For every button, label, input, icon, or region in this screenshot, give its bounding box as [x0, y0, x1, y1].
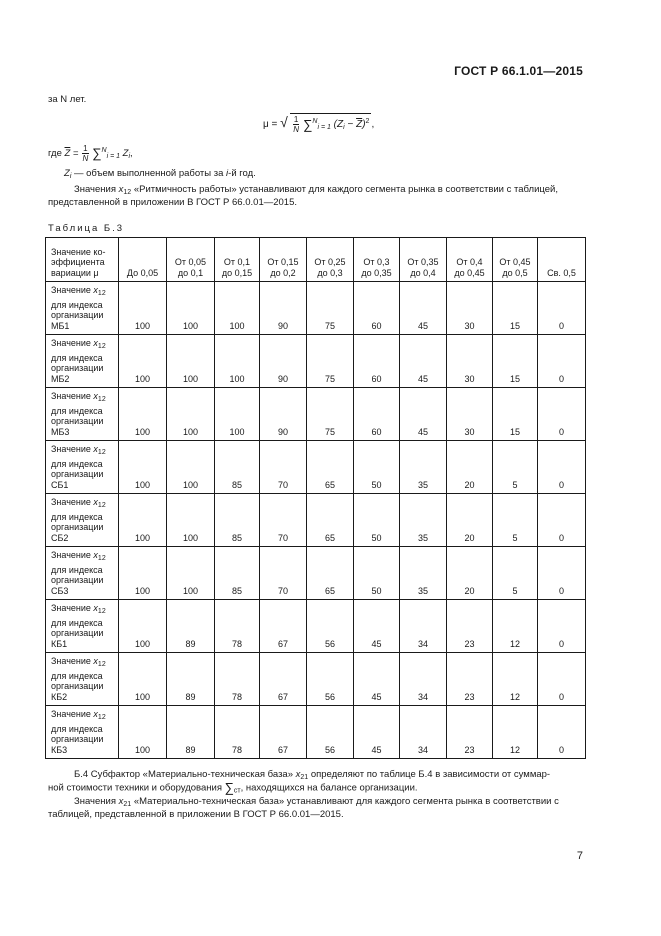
- formula-z-var: Z: [122, 148, 129, 160]
- header-col: От 0,05 до 0,1: [167, 238, 215, 282]
- row-label: Значение $x_{12}$ для индекса организации СБ3: [46, 547, 119, 600]
- table-cell: 100: [119, 494, 167, 547]
- row-label: Значение $x_{12}$ для индекса организации МБ2: [46, 335, 119, 388]
- table-cell: 100: [215, 388, 260, 441]
- para-b4b-line2: таблицей, представленной в приложении В ГОСТ Р 66.0.01—2015.: [48, 809, 344, 820]
- para-b4-l2-post: , находящихся на балансе организации.: [240, 782, 418, 794]
- formula-z: где $\overline{Z}$ = $\frac{1}{N}$ ∑$^N_{i = 1}$ $Z_i$,: [48, 144, 133, 163]
- table-row: [46, 600, 586, 653]
- table-cell: 78: [215, 653, 260, 706]
- table-cell: 100: [167, 335, 215, 388]
- table-row: [46, 388, 586, 441]
- table-cell: 30: [447, 388, 493, 441]
- header-coef: [46, 238, 119, 282]
- row-org: СБ2: [51, 532, 69, 543]
- row-label: Значение $x_{12}$ для индекса организации КБ2: [46, 653, 119, 706]
- table-cell: 5: [493, 494, 538, 547]
- formula-z-var-sub: i: [128, 153, 131, 161]
- table-cell: 0: [538, 600, 586, 653]
- para-b3-post: «Ритмичность работы» устанавливают для каждого сегмента рынка в соответствии с таблицей,: [131, 184, 558, 195]
- table-cell: 100: [119, 653, 167, 706]
- para-b4-sigma-sub: ст: [233, 787, 241, 795]
- table-cell: 75: [307, 282, 354, 335]
- table-cell: 5: [493, 547, 538, 600]
- para-b4-x: x: [295, 769, 301, 780]
- table-cell: 35: [400, 547, 447, 600]
- zi-var-sub: i: [69, 173, 72, 180]
- formula-mu-power: 2: [365, 118, 370, 126]
- para-b4-pre: Б.4 Субфактор «Материально-техническая база»: [74, 769, 296, 780]
- table-cell: 85: [215, 441, 260, 494]
- table-cell: 60: [354, 282, 400, 335]
- para-b4-x-sub: 21: [300, 774, 309, 781]
- table-cell: 15: [493, 388, 538, 441]
- table-cell: 100: [119, 282, 167, 335]
- row-org: МБ1: [51, 320, 70, 331]
- para-b4-post: определяют по таблице Б.4 в зависимости от суммар-: [308, 769, 551, 780]
- formula-mu-body-end: ): [362, 119, 366, 131]
- zi-dash: — объем выполненной работы за: [71, 168, 227, 179]
- table-cell: 67: [260, 706, 307, 759]
- table-cell: 35: [400, 441, 447, 494]
- table-header-row: [46, 238, 586, 282]
- table-cell: 60: [354, 388, 400, 441]
- table-cell: 78: [215, 706, 260, 759]
- header-col: От 0,3 до 0,35: [354, 238, 400, 282]
- row-org: СБ1: [51, 479, 69, 490]
- table-cell: 100: [167, 282, 215, 335]
- table-cell: 0: [538, 388, 586, 441]
- zi-rest: -й год.: [228, 168, 256, 179]
- table-cell: 0: [538, 494, 586, 547]
- table-caption: Таблица Б.3: [48, 223, 125, 234]
- formula-mu-body-sub: i: [343, 124, 345, 132]
- table-b3: [45, 237, 586, 759]
- table-cell: 12: [493, 600, 538, 653]
- intro-line: за N лет.: [48, 94, 87, 105]
- table-cell: 85: [215, 494, 260, 547]
- table-cell: 30: [447, 282, 493, 335]
- table-row: [46, 653, 586, 706]
- formula-z-sum-top: N: [101, 147, 107, 155]
- formula-mu-lhs: μ =: [263, 119, 278, 131]
- header-col: Св. 0,5: [538, 238, 586, 282]
- formula-z-num: 1: [83, 144, 88, 153]
- table-cell: 100: [215, 335, 260, 388]
- formula-z-bar: $\overline{Z}$: [64, 148, 71, 160]
- table-cell: 20: [447, 441, 493, 494]
- para-b3-pre: Значения: [74, 184, 119, 195]
- row-label: Значение $x_{12}$ для индекса организации СБ1: [46, 441, 119, 494]
- header-col: От 0,4 до 0,45: [447, 238, 493, 282]
- header-col: От 0,25 до 0,3: [307, 238, 354, 282]
- table-body: [46, 282, 586, 759]
- table-cell: 75: [307, 335, 354, 388]
- table-row: [46, 335, 586, 388]
- table-cell: 60: [354, 335, 400, 388]
- document-code: ГОСТ Р 66.1.01—2015: [454, 64, 583, 78]
- zi-var: Z: [64, 168, 70, 179]
- row-label: Значение $x_{12}$ для индекса организации МБ1: [46, 282, 119, 335]
- header-col: От 0,1 до 0,15: [215, 238, 260, 282]
- table-cell: 0: [538, 335, 586, 388]
- table-row: [46, 282, 586, 335]
- page-number: 7: [576, 850, 583, 862]
- table-cell: 100: [119, 600, 167, 653]
- para-b4b-post: «Материально-техническая база» устанавливают для каждого сегмента рынка в соответствии с: [131, 796, 559, 807]
- table-cell: 100: [119, 335, 167, 388]
- table-cell: 15: [493, 282, 538, 335]
- row-label: Значение $x_{12}$ для индекса организации СБ2: [46, 494, 119, 547]
- table-cell: 85: [215, 547, 260, 600]
- table-cell: 56: [307, 706, 354, 759]
- table-cell: 89: [167, 600, 215, 653]
- table-cell: 35: [400, 494, 447, 547]
- table-cell: 30: [447, 335, 493, 388]
- table-cell: 100: [119, 441, 167, 494]
- table-cell: 12: [493, 706, 538, 759]
- table-cell: 45: [400, 335, 447, 388]
- formula-z-tail: ,: [130, 148, 133, 160]
- para-b3-x-sub: 12: [123, 189, 132, 196]
- table-cell: 100: [119, 547, 167, 600]
- table-cell: 100: [167, 547, 215, 600]
- table-row: [46, 706, 586, 759]
- table-cell: 45: [400, 388, 447, 441]
- row-org: КБ3: [51, 744, 68, 755]
- table-cell: 0: [538, 706, 586, 759]
- row-label: Значение $x_{12}$ для индекса организации МБ3: [46, 388, 119, 441]
- zi-definition: [64, 168, 256, 183]
- row-label: Значение $x_{12}$ для индекса организации КБ3: [46, 706, 119, 759]
- para-b4b-x-sub: 21: [123, 801, 132, 808]
- table-cell: 5: [493, 441, 538, 494]
- table-cell: 70: [260, 547, 307, 600]
- table-cell: 0: [538, 441, 586, 494]
- table-cell: 34: [400, 600, 447, 653]
- table-row: [46, 547, 586, 600]
- table-cell: 34: [400, 706, 447, 759]
- table-cell: 34: [400, 653, 447, 706]
- table-cell: 20: [447, 494, 493, 547]
- header-col: От 0,35 до 0,4: [400, 238, 447, 282]
- row-org: СБ3: [51, 585, 69, 596]
- table-row: [46, 494, 586, 547]
- table-cell: 89: [167, 706, 215, 759]
- para-b4b-pre: Значения: [74, 796, 119, 807]
- table-cell: 45: [354, 653, 400, 706]
- table-cell: 65: [307, 547, 354, 600]
- table-cell: 90: [260, 335, 307, 388]
- table-cell: 90: [260, 388, 307, 441]
- para-b4-l2-pre: ной стоимости техники и оборудования: [48, 782, 225, 794]
- zi-i: i: [226, 168, 229, 179]
- header-coef-l3: вариации μ: [51, 267, 99, 278]
- formula-mu-body-bar: $\overline{Z}$: [356, 119, 363, 131]
- table-cell: 45: [400, 282, 447, 335]
- formula-z-eq: =: [70, 148, 79, 160]
- table-cell: 100: [167, 388, 215, 441]
- table-cell: 100: [215, 282, 260, 335]
- table-cell: 45: [354, 600, 400, 653]
- row-org: КБ1: [51, 638, 68, 649]
- formula-mu: μ = √ $\frac{1}{N}$ ∑$^N_{i = 1}$ $(Z_i - \overline{Z})^2$ ,: [263, 114, 375, 134]
- formula-z-den: N: [82, 154, 89, 163]
- table-cell: 67: [260, 600, 307, 653]
- table-cell: 89: [167, 653, 215, 706]
- table-cell: 90: [260, 282, 307, 335]
- table-cell: 67: [260, 653, 307, 706]
- table-cell: 56: [307, 653, 354, 706]
- table-cell: 23: [447, 600, 493, 653]
- para-b4b-x: x: [118, 796, 124, 807]
- table-cell: 15: [493, 335, 538, 388]
- table-cell: 65: [307, 494, 354, 547]
- table-cell: 50: [354, 547, 400, 600]
- table-cell: 75: [307, 388, 354, 441]
- table-cell: 0: [538, 547, 586, 600]
- table-cell: 0: [538, 653, 586, 706]
- row-org: МБ2: [51, 373, 70, 384]
- table-cell: 50: [354, 494, 400, 547]
- table-cell: 0: [538, 282, 586, 335]
- row-org: КБ2: [51, 691, 68, 702]
- header-col: От 0,45 до 0,5: [493, 238, 538, 282]
- formula-z-prefix: где: [48, 148, 62, 160]
- table-row: [46, 441, 586, 494]
- table-cell: 100: [119, 706, 167, 759]
- formula-mu-body-mid: −: [344, 119, 357, 131]
- formula-mu-sum-bottom: i = 1: [317, 124, 331, 132]
- header-col: От 0,15 до 0,2: [260, 238, 307, 282]
- table-cell: 12: [493, 653, 538, 706]
- formula-mu-sum-top: N: [312, 118, 318, 126]
- table-cell: 50: [354, 441, 400, 494]
- table-cell: 23: [447, 706, 493, 759]
- formula-mu-tail: ,: [371, 119, 375, 131]
- header-coef-l2: эффициента: [51, 257, 105, 267]
- row-org: МБ3: [51, 426, 70, 437]
- formula-z-sum-bottom: i = 1: [106, 153, 121, 161]
- header-coef-l1: Значение ко-: [51, 246, 106, 257]
- table-cell: 20: [447, 547, 493, 600]
- table-cell: 23: [447, 653, 493, 706]
- para-b3-x: x: [118, 184, 124, 195]
- table-cell: 70: [260, 494, 307, 547]
- formula-mu-body: (Z: [333, 119, 344, 131]
- table-cell: 45: [354, 706, 400, 759]
- formula-mu-den: N: [293, 125, 299, 134]
- row-label: Значение $x_{12}$ для индекса организации КБ1: [46, 600, 119, 653]
- table-cell: 100: [167, 494, 215, 547]
- table-cell: 65: [307, 441, 354, 494]
- table-cell: 56: [307, 600, 354, 653]
- table-cell: 100: [167, 441, 215, 494]
- table-cell: 100: [119, 388, 167, 441]
- para-b3-line2: представленной в приложении В ГОСТ Р 66.0.01—2015.: [48, 197, 297, 208]
- formula-mu-num: 1: [293, 115, 299, 124]
- header-col: До 0,05: [119, 238, 167, 282]
- table-cell: 70: [260, 441, 307, 494]
- para-b4-line2: ной стоимости техники и оборудования $\sum_{ст}$, находящихся на балансе организации.: [48, 780, 418, 795]
- table-cell: 78: [215, 600, 260, 653]
